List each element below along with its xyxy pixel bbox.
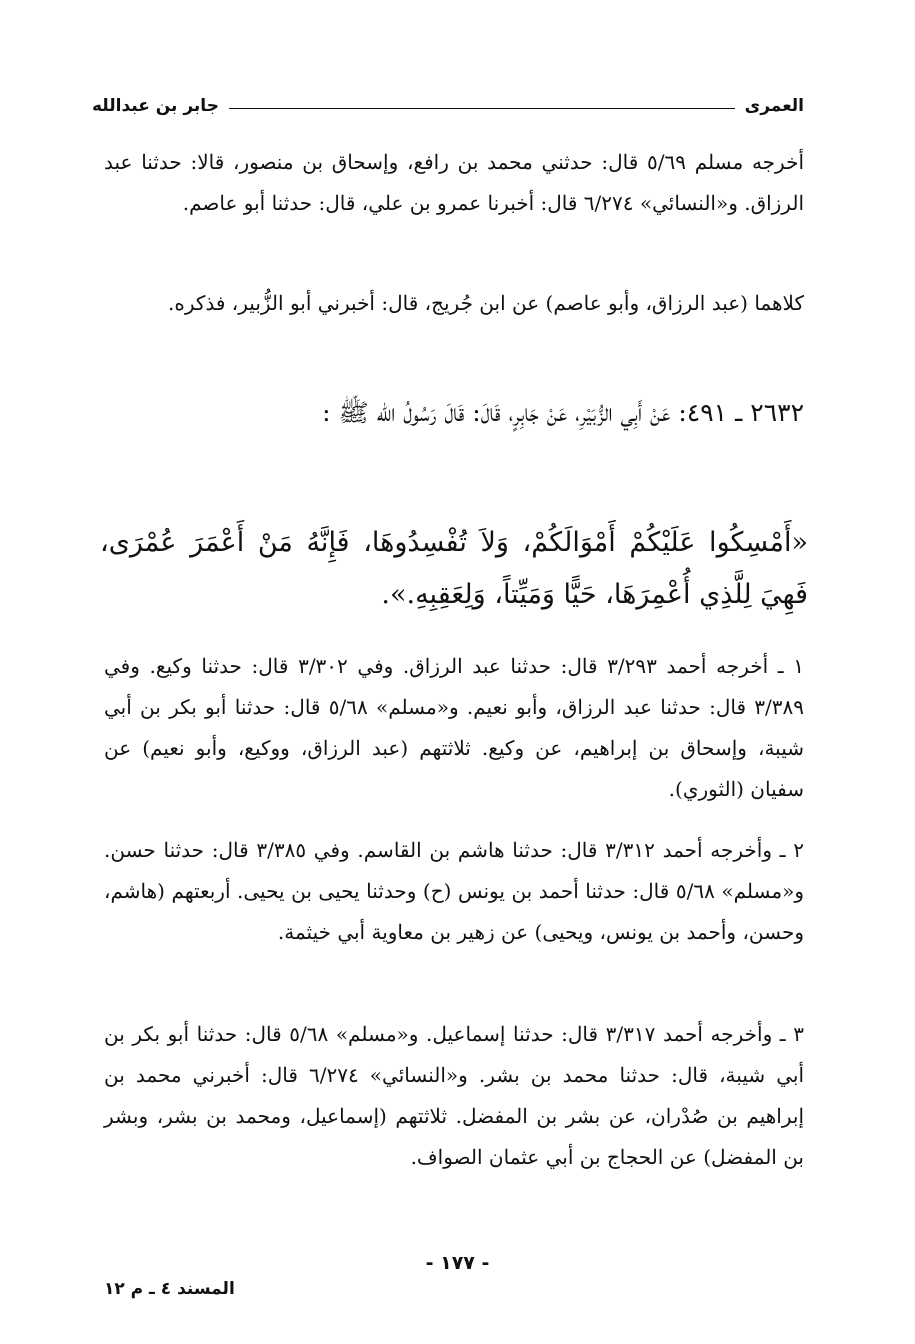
header-narrator-title: جابر بن عبدالله: [92, 96, 219, 116]
volume-signature: المسند ٤ ـ م ١٢: [104, 1279, 235, 1299]
running-header: [92, 88, 804, 124]
hadith-matn: «أَمْسِكُوا عَلَيْكُمْ أَمْوَالَكُمْ، وَلاَ تُفْسِدُوهَا، فَإِنَّهُ مَنْ أَعْمَرَ عُمْرَى، فَهِيَ لِلَّذِي أُعْمِرَهَا، حَيًّا وَمَيِّتاً، وَلِعَقِبِهِ.».: [100, 527, 808, 610]
footnote-3: ٣ ـ وأخرجه أحمد ٣/٣١٧ قال: حدثنا إسماعيل. و«مسلم» ٥/٦٨ قال: حدثنا أبو بكر بن أبي شيبة، قال: حدثنا محمد بن بشر. و«النسائي» ٦/٢٧٤ قال: أخبرني محمد بن إبراهيم بن صُدْران، عن بشر بن المفضل. ثلاثتهم (إسماعيل، ومحمد بن بشر، وبشر بن المفضل) عن الحجاج بن أبي عثمان الصواف.: [104, 1022, 804, 1169]
hadith-isnad: ٢٦٣٢ ـ ٤٩١: عَنْ أَبِي الزُّبَيْرِ، عَنْ جَابِرٍ، قَالَ: قَالَ رَسُولُ الله ﷺ :: [322, 398, 804, 427]
footnote-2: ٢ ـ وأخرجه أحمد ٣/٣١٢ قال: حدثنا هاشم بن القاسم. وفي ٣/٣٨٥ قال: حدثنا حسن. و«مسلم» ٥/٦٨ قال: حدثنا أحمد بن يونس (ح) وحدثنا يحيى بن يحيى. أربعتهم (هاشم، وحسن، وأحمد بن يونس، ويحيى) عن زهير بن معاوية أبي خيثمة.: [104, 838, 804, 944]
page-number: - ١٧٧ -: [425, 1252, 490, 1274]
source-paragraph-2: كلاهما (عبد الرزاق، وأبو عاصم) عن ابن جُريج، قال: أخبرني أبو الزُّبير، فذكره.: [168, 291, 804, 315]
header-chapter-title: العمرى: [744, 96, 804, 116]
header-rule: [229, 108, 735, 109]
source-paragraph-1: أخرجه مسلم ٥/٦٩ قال: حدثني محمد بن رافع، وإسحاق بن منصور، قالا: حدثنا عبد الرزاق. و«النسائي» ٦/٢٧٤ قال: أخبرنا عمرو بن علي، قال: حدثنا أبو عاصم.: [104, 150, 804, 215]
footnote-1: ١ ـ أخرجه أحمد ٣/٢٩٣ قال: حدثنا عبد الرزاق. وفي ٣/٣٠٢ قال: حدثنا وكيع. وفي ٣/٣٨٩ قال: حدثنا عبد الرزاق، وأبو نعيم. و«مسلم» ٥/٦٨ قال: حدثنا أبو بكر بن أبي شيبة، وإسحاق بن إبراهيم، عن وكيع. ثلاثتهم (عبد الرزاق، ووكيع، وأبو نعيم) عن سفيان (الثوري).: [104, 654, 805, 801]
